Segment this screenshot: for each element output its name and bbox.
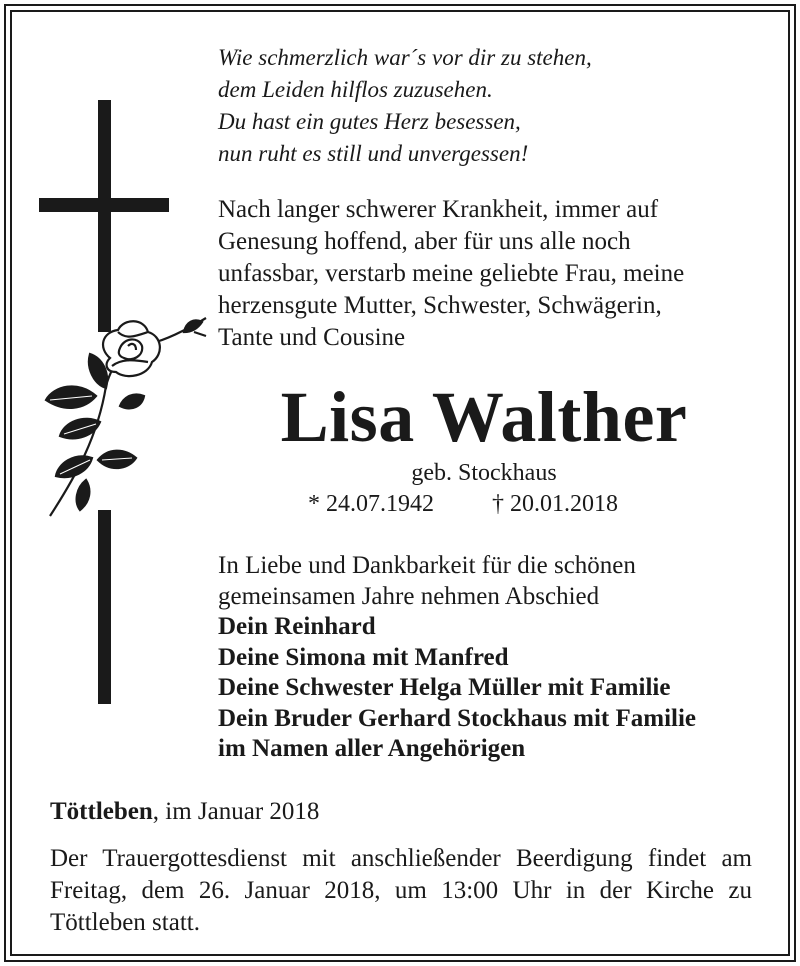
farewell-line: In Liebe und Dankbarkeit für die schönen xyxy=(218,552,636,579)
poem-line: nun ruht es still und unvergessen! xyxy=(218,141,529,166)
poem-line: dem Leiden hilflos zuzusehen. xyxy=(218,77,493,102)
poem-line: Wie schmerzlich war´s vor dir zu stehen, xyxy=(218,45,592,70)
mourner: Dein Bruder Gerhard Stockhaus mit Familie xyxy=(218,704,697,732)
announcement-line: unfassbar, verstarb meine geliebte Frau, meine xyxy=(218,260,685,287)
death-date: † 20.01.2018 xyxy=(492,491,618,517)
funeral-service-info: Der Trauergottesdienst mit anschließender Beerdigung findet am Freitag, dem 26. Januar 2018, um 13:00 Uhr in der Kirche zu Töttleben statt. xyxy=(50,845,752,936)
farewell xyxy=(218,551,696,765)
mourner: im Namen aller Angehörigen xyxy=(218,735,526,762)
rose-icon xyxy=(46,318,206,516)
mourner: Deine Schwester Helga Müller mit Familie xyxy=(218,674,671,701)
poem xyxy=(218,42,592,170)
birth-date: * 24.07.1942 xyxy=(308,491,434,517)
announcement-line: Genesung hoffend, aber für uns alle noch xyxy=(218,228,631,255)
cross-with-rose xyxy=(36,96,216,708)
mourner: Dein Reinhard xyxy=(218,613,376,640)
month-year: , im Januar 2018 xyxy=(152,798,320,825)
announcement-text xyxy=(218,194,684,354)
announcement-line: herzensgute Mutter, Schwester, Schwägerin, xyxy=(218,292,662,319)
poem-line: Du hast ein gutes Herz besessen, xyxy=(218,109,521,134)
announcement-line: Tante und Cousine xyxy=(218,324,406,351)
life-dates xyxy=(308,489,618,519)
town: Töttleben xyxy=(50,798,153,825)
maiden-name: geb. Stockhaus xyxy=(411,460,557,486)
announcement-line: Nach langer schwerer Krankheit, immer auf xyxy=(218,196,659,223)
place-and-date xyxy=(50,796,319,828)
mourner: Deine Simona mit Manfred xyxy=(218,643,509,671)
farewell-line: gemeinsamen Jahre nehmen Abschied xyxy=(218,582,600,610)
deceased-name: Lisa Walther xyxy=(280,377,688,457)
